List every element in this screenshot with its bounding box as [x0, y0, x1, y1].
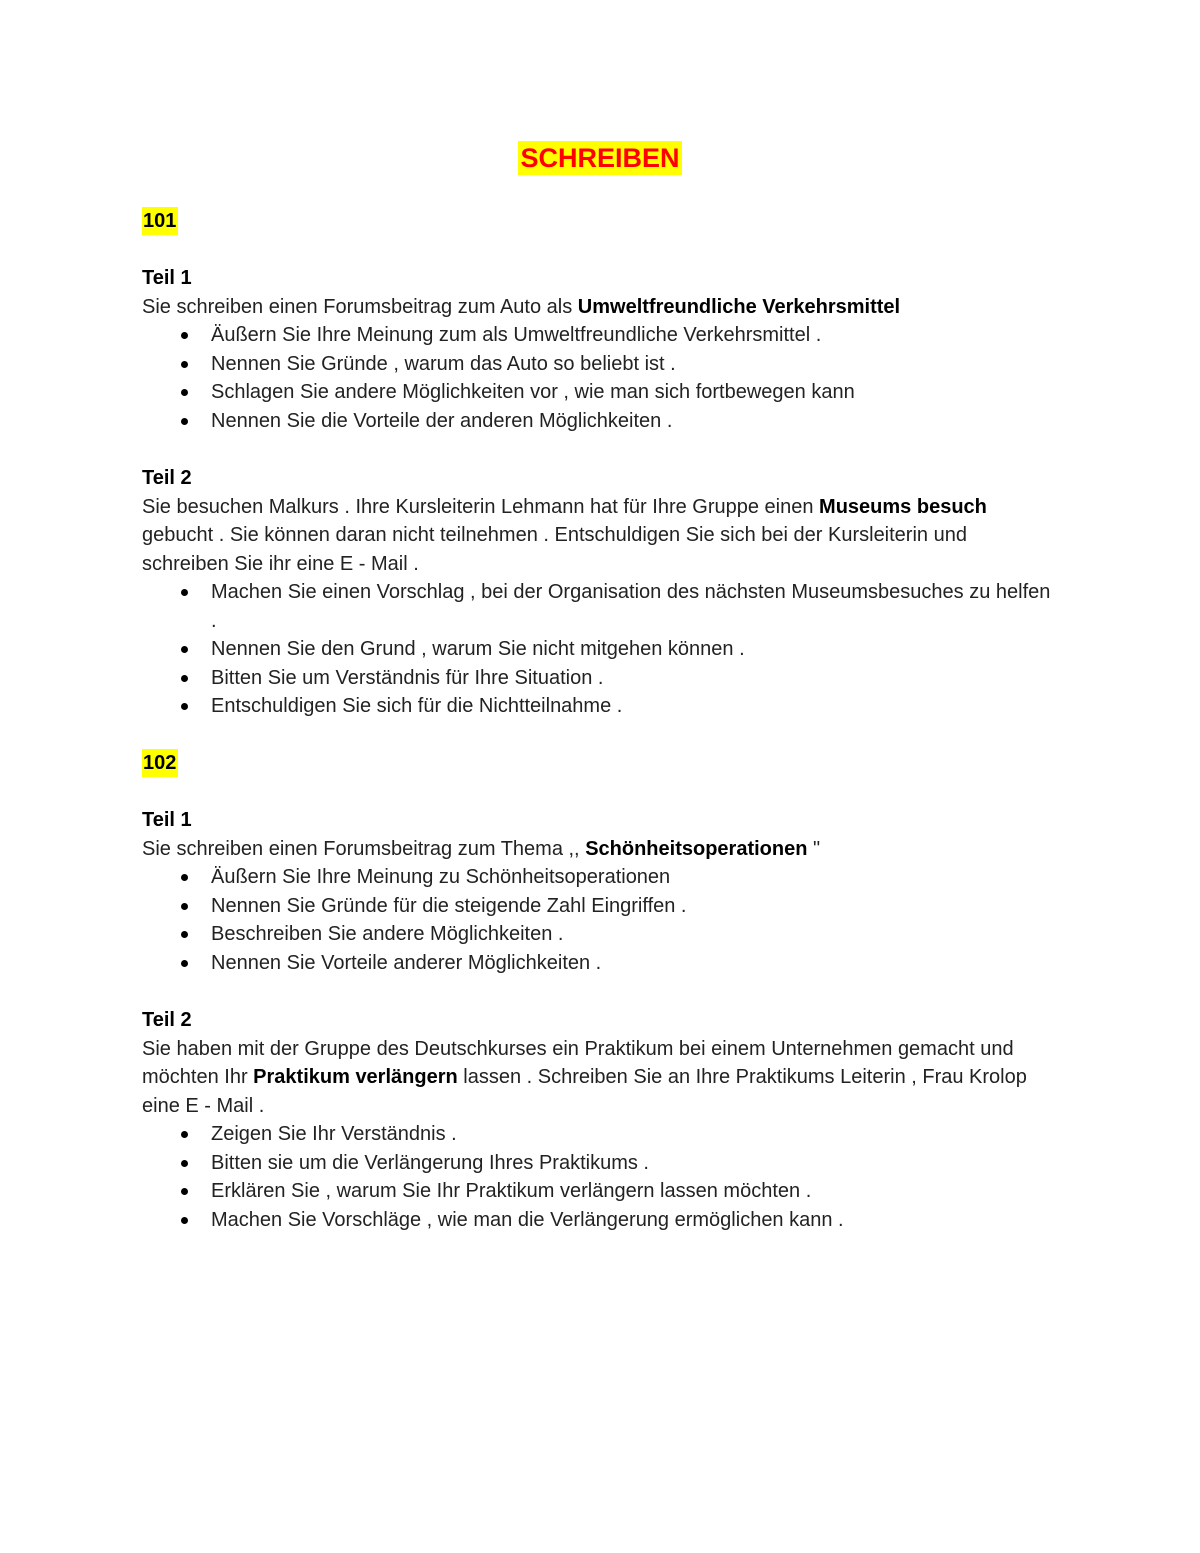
intro-text-continued: lassen . Schreiben Sie an Ihre Praktikums Leiterin , Frau Krolop eine E - Mail .	[142, 1066, 1027, 1117]
teil-heading: Teil 1	[142, 267, 192, 289]
task-intro	[142, 493, 1058, 579]
list-item: Nennen Sie Gründe für die steigende Zahl Eingriffen .	[211, 892, 1058, 921]
intro-bold-topic: Praktikum verlängern	[253, 1066, 458, 1088]
list-item: Nennen Sie Vorteile anderer Möglichkeiten .	[211, 949, 1058, 978]
list-item: Bitten sie um die Verlängerung Ihres Praktikums .	[211, 1149, 1058, 1178]
teil-heading: Teil 2	[142, 467, 192, 489]
intro-bold-topic: Umweltfreundliche Verkehrsmittel	[577, 295, 901, 318]
section-101-teil-1	[142, 264, 1058, 435]
intro-bold-topic: Museums besuch	[819, 495, 987, 518]
bullet-list	[142, 578, 1058, 721]
intro-text-continued: gebucht . Sie können daran nicht teilnehmen . Entschuldigen Sie sich bei der Kursleiterin und schreiben Sie ihr eine E - Mail .	[142, 524, 967, 575]
task-intro	[142, 1035, 1058, 1121]
list-item: Äußern Sie Ihre Meinung zu Schönheitsoperationen	[211, 863, 1058, 892]
list-item: Bitten Sie um Verständnis für Ihre Situation .	[211, 664, 1058, 693]
task-intro	[142, 835, 1058, 864]
title-wrapper	[142, 141, 1058, 176]
list-item: Erklären Sie , warum Sie Ihr Praktikum verlängern lassen möchten .	[211, 1177, 1058, 1206]
document-title: SCHREIBEN	[520, 143, 680, 173]
list-item: Machen Sie Vorschläge , wie man die Verlängerung ermöglichen kann .	[211, 1206, 1058, 1235]
list-item: Nennen Sie Gründe , warum das Auto so beliebt ist .	[211, 350, 1058, 379]
list-item: Nennen Sie die Vorteile der anderen Möglichkeiten .	[211, 407, 1058, 436]
list-item: Zeigen Sie Ihr Verständnis .	[211, 1120, 1058, 1149]
list-item: Entschuldigen Sie sich für die Nichtteilnahme .	[211, 692, 1058, 721]
bullet-list	[142, 1120, 1058, 1234]
intro-text-continued: "	[807, 837, 821, 860]
teil-heading: Teil 2	[142, 1009, 192, 1031]
task-intro	[142, 293, 1058, 322]
bullet-list	[142, 321, 1058, 435]
intro-text: Sie besuchen Malkurs . Ihre Kursleiterin Lehmann hat für Ihre Gruppe einen	[142, 495, 820, 518]
list-item: Äußern Sie Ihre Meinung zum als Umweltfreundliche Verkehrsmittel .	[211, 321, 1058, 350]
intro-text: Sie schreiben einen Forumsbeitrag zum Auto als	[142, 295, 578, 318]
section-102-teil-2	[142, 1006, 1058, 1234]
list-item: Machen Sie einen Vorschlag , bei der Organisation des nächsten Museumsbesuches zu helfen .	[211, 578, 1058, 635]
list-item: Nennen Sie den Grund , warum Sie nicht mitgehen können .	[211, 635, 1058, 664]
section-number-102: 102	[142, 749, 178, 777]
bullet-list	[142, 863, 1058, 977]
intro-text: Sie haben mit der Gruppe des Deutschkurses ein Praktikum bei einem Unternehmen gemacht und möchten Ihr	[142, 1037, 1014, 1088]
section-101-teil-2	[142, 464, 1058, 721]
teil-heading: Teil 1	[142, 809, 192, 831]
intro-bold-topic: Schönheitsoperationen	[585, 837, 808, 860]
section-102-teil-1	[142, 806, 1058, 977]
list-item: Schlagen Sie andere Möglichkeiten vor , wie man sich fortbewegen kann	[211, 378, 1058, 407]
intro-text: Sie schreiben einen Forumsbeitrag zum Thema ,,	[142, 837, 586, 860]
list-item: Beschreiben Sie andere Möglichkeiten .	[211, 920, 1058, 949]
section-number-101: 101	[142, 207, 178, 235]
